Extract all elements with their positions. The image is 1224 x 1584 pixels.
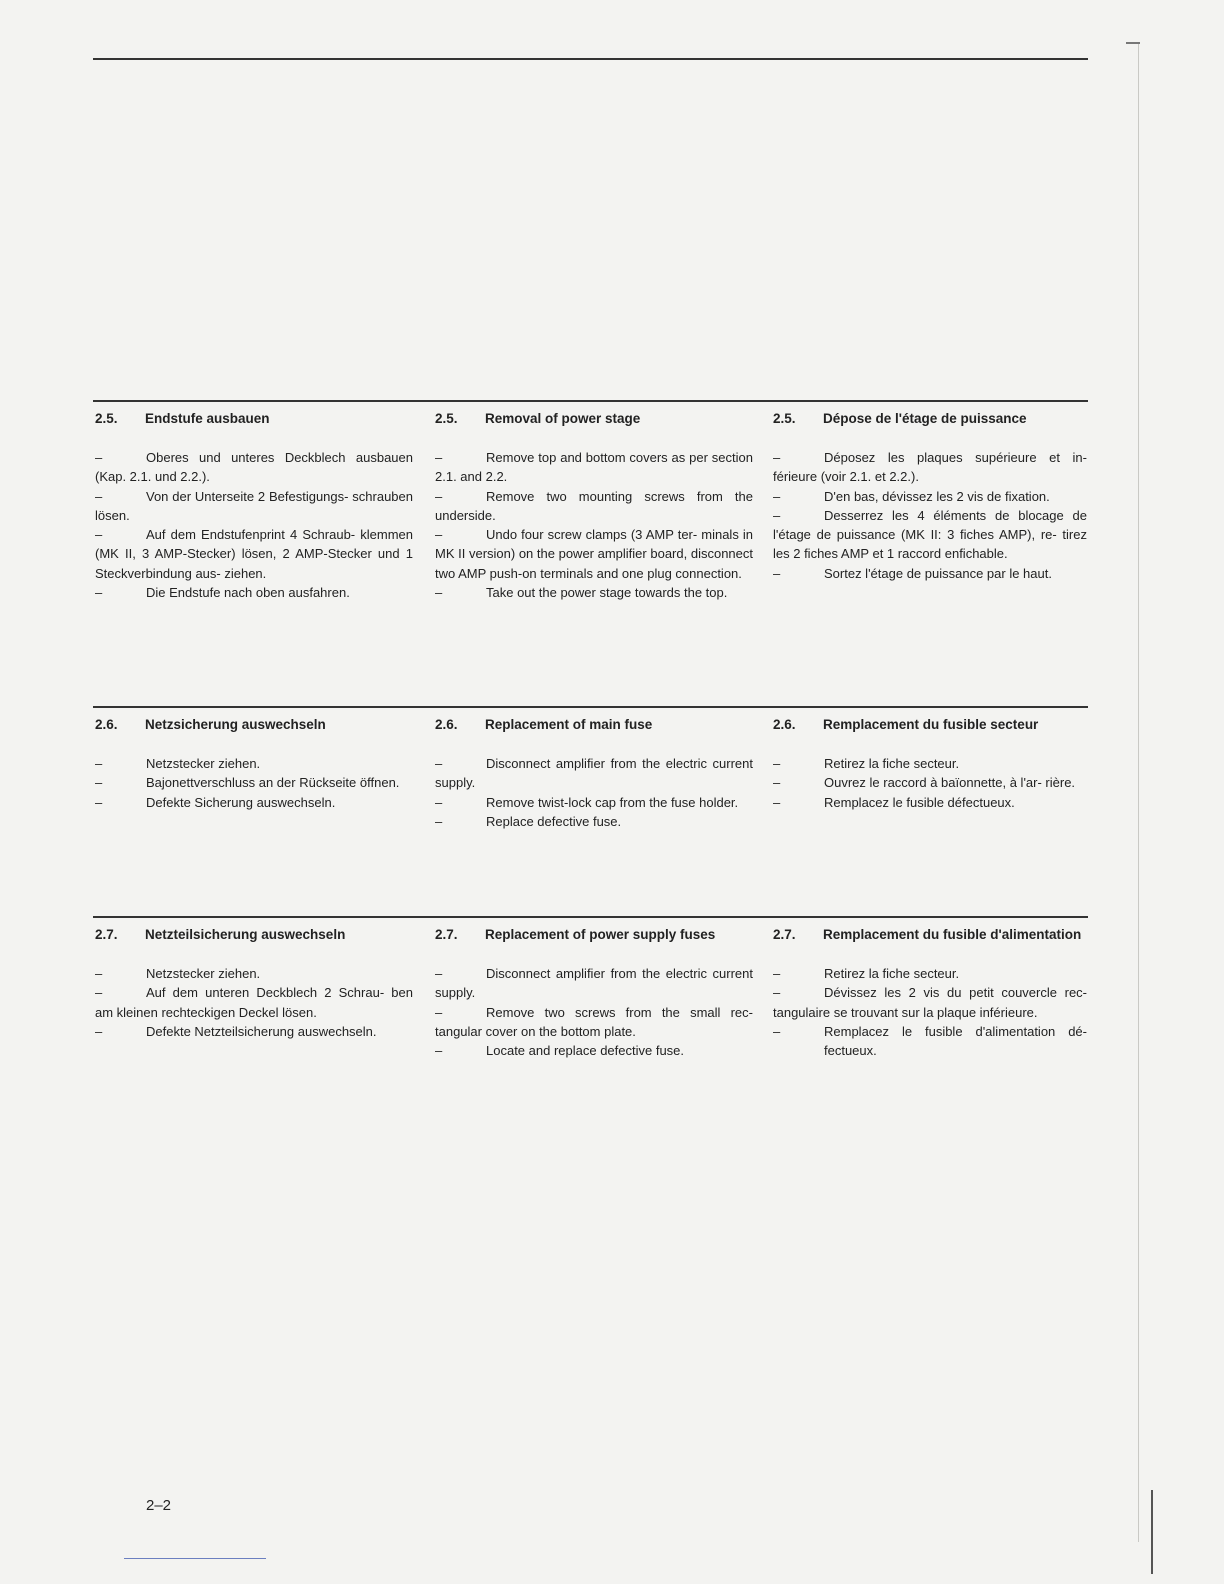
dash-bullet: – — [95, 985, 103, 1001]
item-text: Locate and replace defective fuse. — [486, 1043, 685, 1059]
section-heading — [773, 716, 1087, 734]
section-heading — [435, 716, 753, 734]
list-item — [773, 506, 1087, 564]
dash-bullet: – — [95, 966, 103, 981]
list-item — [435, 1003, 753, 1042]
list-item — [773, 754, 1087, 773]
item-text: Remplacez le fusible défectueux. — [824, 794, 1015, 810]
item-text: Undo four screw clamps (3 AMP ter- minals in MK II version) on the power amplifier board, disconnect two AMP push-on terminals and one plug connection. — [435, 527, 753, 581]
section-title: Netzteilsicherung auswechseln — [145, 927, 346, 942]
item-text: Replace defective fuse. — [486, 813, 622, 829]
item-text: Remove two screws from the small rec- tangular cover on the bottom plate. — [435, 1004, 753, 1039]
section-heading — [773, 926, 1087, 944]
dash-bullet: – — [95, 775, 103, 791]
list-item — [435, 448, 753, 487]
item-text: Remove twist-lock cap from the fuse holder. — [486, 794, 739, 810]
dash-bullet: – — [773, 450, 781, 465]
dash-bullet: – — [773, 565, 781, 581]
list-item — [95, 583, 413, 602]
section-heading — [95, 410, 413, 428]
dash-bullet: – — [435, 813, 443, 829]
page-edge-shadow — [1151, 1490, 1153, 1574]
item-text: Defekte Sicherung auswechseln. — [146, 794, 336, 810]
dash-bullet: – — [95, 794, 103, 810]
item-text: Netzstecker ziehen. — [146, 756, 261, 771]
instruction-list — [773, 964, 1087, 1060]
item-text: Auf dem unteren Deckblech 2 Schrau- ben am kleinen rechteckigen Deckel lösen. — [95, 985, 413, 1020]
list-item — [95, 793, 413, 812]
item-text: Sortez l'étage de puissance par le haut. — [824, 565, 1052, 581]
page-edge-mark — [1126, 42, 1140, 44]
item-text: Von der Unterseite 2 Befestigungs- schrauben lösen. — [95, 488, 413, 523]
list-item — [435, 793, 753, 812]
dash-bullet: – — [435, 488, 443, 504]
section-heading — [773, 410, 1087, 428]
section-title: Remplacement du fusible secteur — [823, 717, 1039, 732]
column-french — [773, 400, 1087, 583]
dash-bullet: – — [435, 756, 443, 771]
instruction-list — [95, 964, 413, 1041]
section-title: Endstufe ausbauen — [145, 411, 270, 426]
section-number: 2.6. — [95, 717, 118, 732]
section-number: 2.5. — [95, 411, 118, 426]
dash-bullet: – — [435, 1004, 443, 1020]
dash-bullet: – — [773, 985, 781, 1001]
column-german — [95, 706, 413, 812]
section-heading — [435, 926, 753, 944]
section-heading — [435, 410, 753, 428]
list-item — [773, 773, 1087, 792]
dash-bullet: – — [773, 507, 781, 523]
dash-bullet: – — [95, 585, 103, 601]
dash-bullet: – — [773, 966, 781, 981]
dash-bullet: – — [773, 775, 781, 791]
list-item — [435, 812, 753, 831]
dash-bullet: – — [773, 756, 781, 771]
section-title: Replacement of main fuse — [485, 717, 653, 732]
section-number: 2.6. — [773, 717, 796, 732]
list-item — [95, 773, 413, 792]
item-text: Defekte Netzteilsicherung auswechseln. — [146, 1023, 377, 1039]
column-french — [773, 916, 1087, 1060]
dash-bullet: – — [95, 450, 103, 465]
dash-bullet: – — [435, 966, 443, 981]
dash-bullet: – — [435, 450, 443, 465]
section-title: Remplacement du fusible d'alimentation — [823, 927, 1082, 942]
item-text: Disconnect amplifier from the electric current supply. — [435, 966, 753, 1001]
section-number: 2.6. — [435, 717, 458, 732]
item-text: Remove top and bottom covers as per section 2.1. and 2.2. — [435, 450, 753, 485]
instruction-list — [95, 448, 413, 602]
item-text: Remplacez le fusible d'alimentation dé- fectueux. — [824, 1023, 1087, 1059]
bottom-rule — [124, 1558, 266, 1559]
dash-bullet: – — [435, 794, 443, 810]
column-english — [435, 706, 753, 831]
item-text: Netzstecker ziehen. — [146, 966, 261, 981]
list-item — [95, 1022, 413, 1041]
item-text: Retirez la fiche secteur. — [824, 966, 960, 981]
dash-bullet: – — [773, 1023, 781, 1039]
section-title: Dépose de l'étage de puissance — [823, 411, 1027, 426]
item-text: Déposez les plaques supérieure et in- férieure (voir 2.1. et 2.2.). — [773, 450, 1087, 485]
list-item — [773, 564, 1087, 583]
dash-bullet: – — [773, 794, 781, 810]
item-text: Remove two mounting screws from the underside. — [435, 488, 753, 523]
item-text: Retirez la fiche secteur. — [824, 756, 960, 771]
list-item — [95, 964, 413, 983]
list-item — [435, 754, 753, 793]
column-german — [95, 400, 413, 602]
list-item — [773, 1022, 1087, 1061]
section-number: 2.7. — [773, 927, 796, 942]
item-text: Die Endstufe nach oben ausfahren. — [146, 585, 350, 601]
list-item — [435, 583, 753, 602]
dash-bullet: – — [95, 1023, 103, 1039]
item-text: Oberes und unteres Deckblech ausbauen (Kap. 2.1. und 2.2.). — [95, 450, 413, 485]
instruction-list — [435, 448, 753, 602]
instruction-list — [95, 754, 413, 812]
section-number: 2.5. — [773, 411, 796, 426]
instruction-list — [435, 964, 753, 1060]
column-german — [95, 916, 413, 1041]
section-title: Replacement of power supply fuses — [485, 927, 716, 942]
dash-bullet: – — [773, 488, 781, 504]
section-title: Netzsicherung auswechseln — [145, 717, 326, 732]
list-item — [773, 964, 1087, 983]
list-item — [773, 448, 1087, 487]
dash-bullet: – — [435, 1043, 443, 1059]
section-number: 2.5. — [435, 411, 458, 426]
instruction-list — [773, 754, 1087, 812]
section-title: Removal of power stage — [485, 411, 641, 426]
dash-bullet: – — [95, 756, 103, 771]
top-rule — [93, 58, 1088, 60]
list-item — [435, 487, 753, 526]
list-item — [773, 983, 1087, 1022]
item-text: Ouvrez le raccord à baïonnette, à l'ar- rière. — [824, 775, 1076, 791]
list-item — [435, 964, 753, 1003]
item-text: Disconnect amplifier from the electric current supply. — [435, 756, 753, 791]
instruction-list — [435, 754, 753, 831]
column-english — [435, 400, 753, 602]
dash-bullet: – — [435, 527, 443, 543]
list-item — [95, 487, 413, 526]
column-french — [773, 706, 1087, 812]
list-item — [773, 793, 1087, 812]
section-heading — [95, 716, 413, 734]
list-item — [95, 983, 413, 1022]
item-text: Take out the power stage towards the top. — [486, 585, 728, 601]
list-item — [95, 754, 413, 773]
section-number: 2.7. — [95, 927, 118, 942]
dash-bullet: – — [95, 488, 103, 504]
list-item — [95, 448, 413, 487]
list-item — [435, 525, 753, 583]
list-item — [773, 487, 1087, 506]
section-heading — [95, 926, 413, 944]
item-text: Desserrez les 4 éléments de blocage de l'étage de puissance (MK II: 3 fiches AMP), re- tirez les 2 fiches AMP et 1 raccord enfichable. — [773, 507, 1087, 562]
item-text: D'en bas, dévissez les 2 vis de fixation. — [824, 488, 1050, 504]
column-english — [435, 916, 753, 1060]
item-text: Auf dem Endstufenprint 4 Schraub- klemmen (MK II, 3 AMP-Stecker) lösen, 2 AMP-Stecker und 1 Steckverbindung aus- ziehen. — [95, 527, 413, 581]
instruction-list — [773, 448, 1087, 583]
section-number: 2.7. — [435, 927, 458, 942]
list-item — [95, 525, 413, 583]
item-text: Dévissez les 2 vis du petit couvercle rec- tangulaire se trouvant sur la plaque inférieure. — [773, 985, 1087, 1020]
page-number: 2–2 — [146, 1497, 172, 1514]
page-edge-line — [1138, 42, 1139, 1542]
item-text: Bajonettverschluss an der Rückseite öffnen. — [146, 775, 400, 791]
dash-bullet: – — [95, 527, 103, 543]
list-item — [435, 1041, 753, 1060]
dash-bullet: – — [435, 585, 443, 601]
